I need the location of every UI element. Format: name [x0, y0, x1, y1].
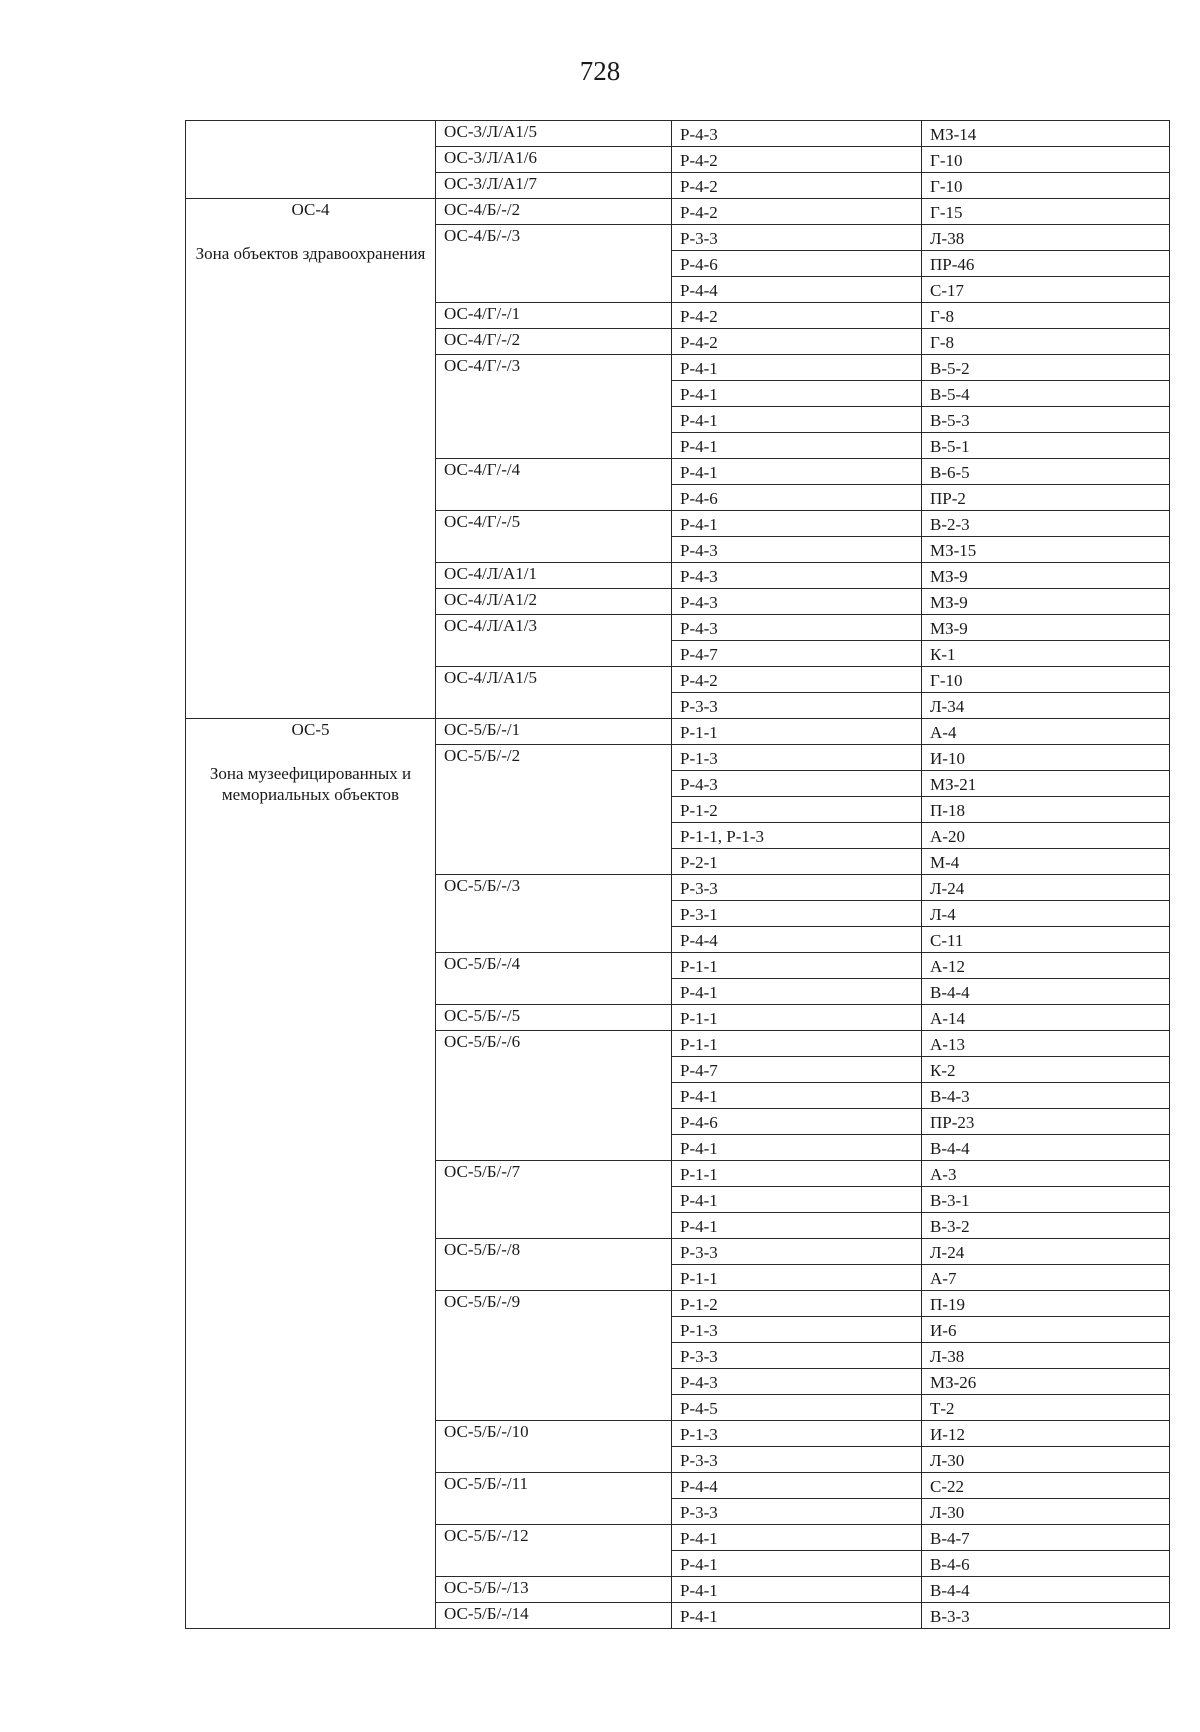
subzone-code-cell: ОС-3/Л/А1/6	[436, 147, 672, 173]
subzone-code-cell: ОС-5/Б/-/5	[436, 1005, 672, 1031]
object-code-cell: В-4-4	[922, 1577, 1170, 1603]
zones-table-body	[186, 121, 1170, 1629]
regulation-code-cell: Р-4-4	[672, 927, 922, 953]
object-code-cell: МЗ-14	[922, 121, 1170, 147]
regulation-code-cell: Р-4-3	[672, 537, 922, 563]
subzone-code-cell: ОС-4/Б/-/2	[436, 199, 672, 225]
regulation-code-cell: Р-4-3	[672, 589, 922, 615]
regulation-code-cell: Р-4-1	[672, 1603, 922, 1629]
object-code-cell: К-1	[922, 641, 1170, 667]
regulation-code-cell: Р-4-7	[672, 641, 922, 667]
regulation-code-cell: Р-1-1	[672, 1005, 922, 1031]
regulation-code-cell: Р-4-2	[672, 147, 922, 173]
regulation-code-cell: Р-3-3	[672, 693, 922, 719]
subzone-code-cell: ОС-4/Л/А1/1	[436, 563, 672, 589]
regulation-code-cell: Р-4-4	[672, 277, 922, 303]
object-code-cell: В-4-6	[922, 1551, 1170, 1577]
regulation-code-cell: Р-4-3	[672, 771, 922, 797]
subzone-code-cell: ОС-4/Б/-/3	[436, 225, 672, 303]
object-code-cell: Л-24	[922, 1239, 1170, 1265]
zone-cell	[186, 121, 436, 199]
subzone-code-cell: ОС-5/Б/-/8	[436, 1239, 672, 1291]
object-code-cell: Г-10	[922, 173, 1170, 199]
object-code-cell: П-18	[922, 797, 1170, 823]
regulation-code-cell: Р-3-3	[672, 1343, 922, 1369]
object-code-cell: ПР-23	[922, 1109, 1170, 1135]
zone-name: Зона музеефицированных и мемориальных объектов	[209, 764, 412, 804]
subzone-code-cell: ОС-3/Л/А1/5	[436, 121, 672, 147]
regulation-code-cell: Р-4-1	[672, 355, 922, 381]
regulation-code-cell: Р-1-2	[672, 1291, 922, 1317]
regulation-code-cell: Р-4-3	[672, 1369, 922, 1395]
object-code-cell: А-20	[922, 823, 1170, 849]
regulation-code-cell: Р-4-3	[672, 615, 922, 641]
object-code-cell: Л-4	[922, 901, 1170, 927]
regulation-code-cell: Р-4-1	[672, 1187, 922, 1213]
regulation-code-cell: Р-4-1	[672, 1135, 922, 1161]
regulation-code-cell: Р-1-1	[672, 953, 922, 979]
subzone-code-cell: ОС-5/Б/-/7	[436, 1161, 672, 1239]
regulation-code-cell: Р-3-3	[672, 225, 922, 251]
table-row	[186, 199, 1170, 225]
page-number: 728	[579, 56, 621, 86]
object-code-cell: МЗ-21	[922, 771, 1170, 797]
regulation-code-cell: Р-1-3	[672, 1317, 922, 1343]
object-code-cell: В-6-5	[922, 459, 1170, 485]
object-code-cell: И-10	[922, 745, 1170, 771]
object-code-cell: Г-8	[922, 303, 1170, 329]
subzone-code-cell: ОС-5/Б/-/10	[436, 1421, 672, 1473]
regulation-code-cell: Р-4-2	[672, 303, 922, 329]
subzone-code-cell: ОС-4/Г/-/3	[436, 355, 672, 459]
regulation-code-cell: Р-4-1	[672, 459, 922, 485]
subzone-code-cell: ОС-5/Б/-/9	[436, 1291, 672, 1421]
object-code-cell: МЗ-9	[922, 615, 1170, 641]
zone-name: Зона объектов здравоохранения	[195, 244, 426, 263]
object-code-cell: Л-30	[922, 1499, 1170, 1525]
regulation-code-cell: Р-4-7	[672, 1057, 922, 1083]
object-code-cell: С-17	[922, 277, 1170, 303]
regulation-code-cell: Р-4-2	[672, 199, 922, 225]
zone-cell	[186, 719, 436, 1629]
regulation-code-cell: Р-1-2	[672, 797, 922, 823]
object-code-cell: В-5-4	[922, 381, 1170, 407]
zone-code: ОС-4	[291, 200, 330, 219]
zone-code: ОС-5	[291, 720, 330, 739]
object-code-cell: А-3	[922, 1161, 1170, 1187]
object-code-cell: П-19	[922, 1291, 1170, 1317]
regulation-code-cell: Р-3-3	[672, 875, 922, 901]
object-code-cell: А-13	[922, 1031, 1170, 1057]
object-code-cell: В-3-1	[922, 1187, 1170, 1213]
subzone-code-cell: ОС-5/Б/-/4	[436, 953, 672, 1005]
object-code-cell: ПР-46	[922, 251, 1170, 277]
regulation-code-cell: Р-3-3	[672, 1239, 922, 1265]
regulation-code-cell: Р-3-3	[672, 1499, 922, 1525]
regulation-code-cell: Р-4-1	[672, 1577, 922, 1603]
object-code-cell: В-4-4	[922, 1135, 1170, 1161]
table-row	[186, 121, 1170, 147]
regulation-code-cell: Р-4-1	[672, 1083, 922, 1109]
zones-table	[185, 120, 1170, 1629]
subzone-code-cell: ОС-5/Б/-/6	[436, 1031, 672, 1161]
subzone-code-cell: ОС-5/Б/-/13	[436, 1577, 672, 1603]
regulation-code-cell: Р-1-1	[672, 1161, 922, 1187]
regulation-code-cell: Р-1-1, Р-1-3	[672, 823, 922, 849]
regulation-code-cell: Р-4-1	[672, 381, 922, 407]
object-code-cell: Г-10	[922, 147, 1170, 173]
regulation-code-cell: Р-1-3	[672, 1421, 922, 1447]
regulation-code-cell: Р-4-1	[672, 979, 922, 1005]
object-code-cell: Л-34	[922, 693, 1170, 719]
regulation-code-cell: Р-4-3	[672, 121, 922, 147]
object-code-cell: В-4-4	[922, 979, 1170, 1005]
subzone-code-cell: ОС-5/Б/-/1	[436, 719, 672, 745]
regulation-code-cell: Р-2-1	[672, 849, 922, 875]
object-code-cell: Т-2	[922, 1395, 1170, 1421]
subzone-code-cell: ОС-5/Б/-/14	[436, 1603, 672, 1629]
subzone-code-cell: ОС-4/Г/-/2	[436, 329, 672, 355]
table-row	[186, 719, 1170, 745]
regulation-code-cell: Р-4-1	[672, 407, 922, 433]
zones-table-container	[185, 120, 1169, 1629]
regulation-code-cell: Р-4-1	[672, 1213, 922, 1239]
regulation-code-cell: Р-3-1	[672, 901, 922, 927]
object-code-cell: В-5-3	[922, 407, 1170, 433]
object-code-cell: В-5-2	[922, 355, 1170, 381]
object-code-cell: МЗ-9	[922, 589, 1170, 615]
regulation-code-cell: Р-4-5	[672, 1395, 922, 1421]
object-code-cell: С-22	[922, 1473, 1170, 1499]
regulation-code-cell: Р-1-1	[672, 719, 922, 745]
regulation-code-cell: Р-3-3	[672, 1447, 922, 1473]
object-code-cell: Л-38	[922, 225, 1170, 251]
object-code-cell: В-5-1	[922, 433, 1170, 459]
regulation-code-cell: Р-4-2	[672, 667, 922, 693]
subzone-code-cell: ОС-4/Г/-/5	[436, 511, 672, 563]
object-code-cell: ПР-2	[922, 485, 1170, 511]
object-code-cell: Г-15	[922, 199, 1170, 225]
subzone-code-cell: ОС-4/Г/-/1	[436, 303, 672, 329]
regulation-code-cell: Р-4-2	[672, 173, 922, 199]
object-code-cell: В-4-3	[922, 1083, 1170, 1109]
subzone-code-cell: ОС-5/Б/-/11	[436, 1473, 672, 1525]
object-code-cell: Л-30	[922, 1447, 1170, 1473]
object-code-cell: Л-24	[922, 875, 1170, 901]
regulation-code-cell: Р-1-1	[672, 1031, 922, 1057]
subzone-code-cell: ОС-5/Б/-/2	[436, 745, 672, 875]
regulation-code-cell: Р-4-1	[672, 1551, 922, 1577]
zone-cell	[186, 199, 436, 719]
subzone-code-cell: ОС-4/Л/А1/5	[436, 667, 672, 719]
regulation-code-cell: Р-4-1	[672, 433, 922, 459]
subzone-code-cell: ОС-5/Б/-/12	[436, 1525, 672, 1577]
regulation-code-cell: Р-4-2	[672, 329, 922, 355]
object-code-cell: МЗ-9	[922, 563, 1170, 589]
object-code-cell: В-4-7	[922, 1525, 1170, 1551]
subzone-code-cell: ОС-5/Б/-/3	[436, 875, 672, 953]
regulation-code-cell: Р-4-6	[672, 251, 922, 277]
regulation-code-cell: Р-1-1	[672, 1265, 922, 1291]
object-code-cell: А-14	[922, 1005, 1170, 1031]
subzone-code-cell: ОС-4/Г/-/4	[436, 459, 672, 511]
object-code-cell: В-3-3	[922, 1603, 1170, 1629]
object-code-cell: Г-10	[922, 667, 1170, 693]
subzone-code-cell: ОС-4/Л/А1/2	[436, 589, 672, 615]
object-code-cell: В-3-2	[922, 1213, 1170, 1239]
regulation-code-cell: Р-4-6	[672, 1109, 922, 1135]
object-code-cell: МЗ-26	[922, 1369, 1170, 1395]
object-code-cell: К-2	[922, 1057, 1170, 1083]
subzone-code-cell: ОС-4/Л/А1/3	[436, 615, 672, 667]
object-code-cell: И-6	[922, 1317, 1170, 1343]
regulation-code-cell: Р-4-1	[672, 511, 922, 537]
object-code-cell: Г-8	[922, 329, 1170, 355]
object-code-cell: И-12	[922, 1421, 1170, 1447]
regulation-code-cell: Р-1-3	[672, 745, 922, 771]
subzone-code-cell: ОС-3/Л/А1/7	[436, 173, 672, 199]
object-code-cell: М-4	[922, 849, 1170, 875]
object-code-cell: Л-38	[922, 1343, 1170, 1369]
object-code-cell: А-7	[922, 1265, 1170, 1291]
regulation-code-cell: Р-4-6	[672, 485, 922, 511]
regulation-code-cell: Р-4-4	[672, 1473, 922, 1499]
object-code-cell: А-12	[922, 953, 1170, 979]
object-code-cell: А-4	[922, 719, 1170, 745]
regulation-code-cell: Р-4-1	[672, 1525, 922, 1551]
object-code-cell: В-2-3	[922, 511, 1170, 537]
object-code-cell: С-11	[922, 927, 1170, 953]
regulation-code-cell: Р-4-3	[672, 563, 922, 589]
object-code-cell: МЗ-15	[922, 537, 1170, 563]
